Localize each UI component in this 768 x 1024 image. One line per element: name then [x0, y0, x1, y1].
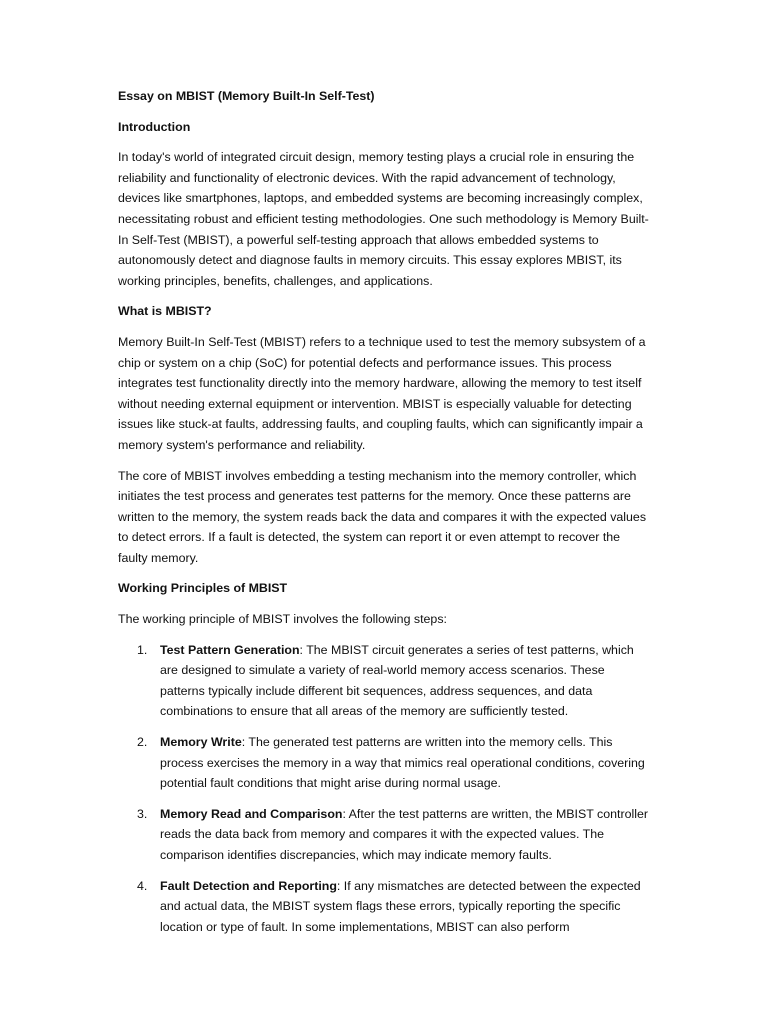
- what-is-mbist-heading: What is MBIST?: [118, 304, 212, 319]
- working-principles-heading: Working Principles of MBIST: [118, 581, 288, 596]
- what-is-mbist-paragraph-1: Memory Built-In Self-Test (MBIST) refers to a technique used to test the memory subsystem of a chip or system on a chip (SoC) for potential defects and performance issues. This process integrates test functionality directly into the memory hardware, allowing the memory to test itself without needing external equipment or intervention. MBIST is especially valuable for detecting issues like stuck-at faults, addressing faults, and coupling faults, which can significantly impair a memory system's performance and reliability.: [118, 334, 646, 452]
- working-principles-intro: The working principle of MBIST involves the following steps:: [118, 612, 447, 627]
- what-is-mbist-paragraph-2: The core of MBIST involves embedding a testing mechanism into the memory controller, which initiates the test process and generates test patterns for the memory. Once these patterns are written to the memory, the system reads back the data and compares it with the expected values to detect errors. If a fault is detected, the system can report it or even attempt to recover the faulty memory.: [118, 468, 647, 565]
- list-item: [118, 640, 652, 722]
- step-term: Memory Read and Comparison: [160, 806, 343, 821]
- step-text: : The MBIST circuit generates a series of test patterns, which are designed to simulate a variety of real-world memory access scenarios. These patterns typically include different bit sequences, address sequences, and data combinations to ensure that all areas of the memory are sufficiently tested.: [160, 642, 634, 719]
- step-text: : If any mismatches are detected between the expected and actual data, the MBIST system flags these errors, typically reporting the specific location or type of fault. In some implementations, MBIST can also perform: [160, 878, 641, 934]
- step-number: 2.: [137, 735, 148, 750]
- introduction-heading: Introduction: [118, 119, 191, 134]
- step-text: : After the test patterns are written, the MBIST controller reads the data back from memory and compares it with the expected values. The comparison identifies discrepancies, which may indicate memory faults.: [160, 806, 649, 862]
- step-number: 3.: [137, 806, 148, 821]
- step-number: 4.: [137, 878, 148, 893]
- document-body: [118, 86, 652, 947]
- essay-title: Essay on MBIST (Memory Built-In Self-Test): [118, 89, 375, 103]
- list-item: [118, 732, 652, 794]
- list-item: [118, 804, 652, 866]
- working-steps-list: [118, 640, 652, 938]
- step-term: Memory Write: [160, 735, 242, 750]
- list-item: [118, 876, 652, 938]
- step-term: Fault Detection and Reporting: [160, 878, 337, 893]
- introduction-paragraph: In today's world of integrated circuit design, memory testing plays a crucial role in ensuring the reliability and functionality of electronic devices. With the rapid advancement of technology, devices like smartphones, laptops, and embedded systems are becoming increasingly complex, necessitating robust and efficient testing methodologies. One such methodology is Memory Built-In Self-Test (MBIST), a powerful self-testing approach that allows embedded systems to autonomously detect and diagnose faults in memory circuits. This essay explores MBIST, its working principles, benefits, challenges, and applications.: [118, 150, 649, 288]
- step-term: Test Pattern Generation: [160, 642, 300, 657]
- step-text: : The generated test patterns are written into the memory cells. This process exercises the memory in a way that mimics real operational conditions, covering potential fault conditions that might arise during normal usage.: [160, 735, 645, 791]
- step-number: 1.: [137, 642, 148, 657]
